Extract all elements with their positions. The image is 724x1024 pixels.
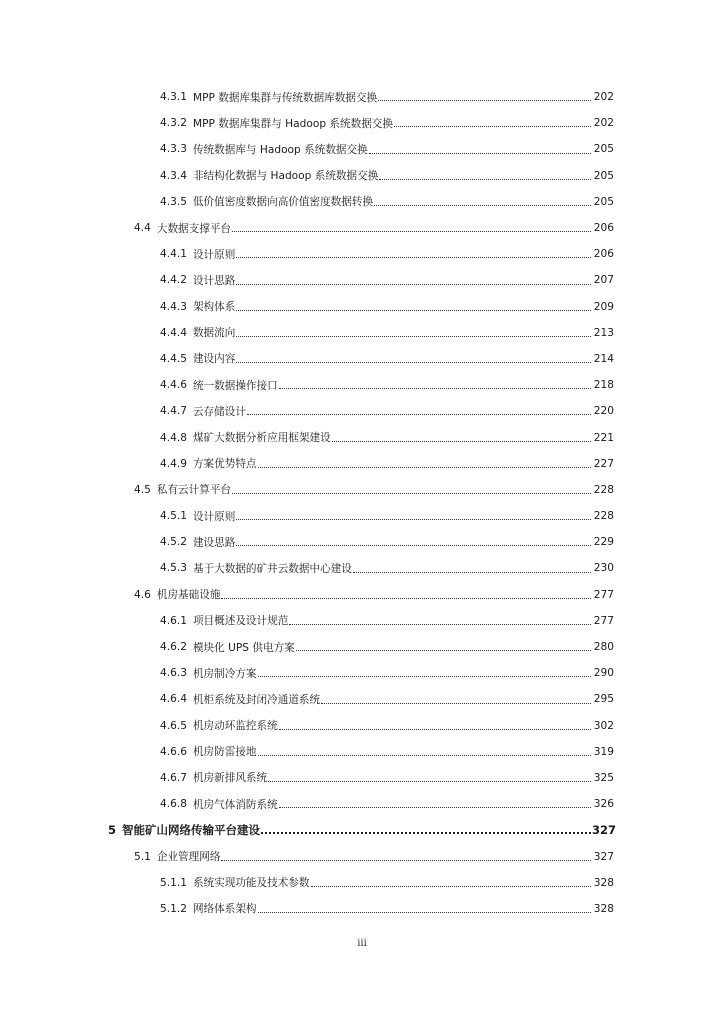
toc-entry-number: 5.1.2	[160, 902, 187, 915]
toc-entry-number: 4.6.1	[160, 614, 187, 627]
toc-dot-leader	[353, 571, 591, 573]
toc-entry-page: 205	[593, 169, 614, 182]
toc-entry[interactable]	[0, 110, 724, 136]
toc-entry-page: 206	[593, 222, 614, 235]
toc-dot-leader	[236, 544, 591, 546]
toc-entry-title: 建设思路	[192, 536, 236, 549]
toc-entry-page: 207	[593, 274, 614, 287]
toc-entry-title: 统一数据操作接口	[192, 379, 278, 392]
toc-entry-number: 4.6.3	[160, 667, 187, 680]
toc-entry[interactable]	[0, 555, 724, 581]
toc-entry[interactable]	[0, 424, 724, 450]
toc-entry-title: 建设内容	[192, 353, 236, 366]
toc-entry[interactable]	[0, 372, 724, 398]
toc-dot-leader	[236, 361, 591, 363]
toc-entry-page: 220	[593, 405, 614, 418]
toc-entry-title: 系统实现功能及技术参数	[192, 877, 310, 890]
toc-entry[interactable]	[0, 713, 724, 739]
toc-entry-number: 4.4.3	[160, 300, 187, 313]
toc-dot-leader	[378, 99, 591, 101]
toc-dot-leader	[268, 780, 591, 782]
toc-entry-page: 290	[593, 667, 614, 680]
toc-entry-page: 205	[593, 195, 614, 208]
toc-entry-title: 基于大数据的矿井云数据中心建设	[192, 562, 352, 575]
toc-entry-title: MPP 数据库集群与 Hadoop 系统数据交换	[192, 117, 393, 130]
toc-dot-leader	[258, 911, 591, 913]
toc-entry-title: 架构体系	[192, 301, 236, 314]
toc-dot-leader	[232, 492, 591, 494]
toc-entry-title: 机房新排风系统	[192, 772, 268, 785]
toc-dot-leader	[296, 649, 591, 651]
toc-entry[interactable]	[0, 398, 724, 424]
toc-entry[interactable]	[0, 896, 724, 922]
toc-entry-title: 方案优势特点	[192, 458, 257, 471]
toc-entry-page: 221	[593, 431, 614, 444]
page-number: iii	[357, 938, 367, 949]
toc-entry-title: 机房基础设施	[156, 589, 221, 602]
toc-entry[interactable]	[0, 346, 724, 372]
toc-entry-page: 328	[593, 902, 614, 915]
toc-entry-title: 机柜系统及封闭冷通道系统	[192, 693, 321, 706]
toc-entry-page: 205	[593, 143, 614, 156]
toc-entry-title: 大数据支撑平台	[156, 222, 232, 235]
toc-entry[interactable]	[0, 660, 724, 686]
toc-entry-number: 4.3.3	[160, 143, 187, 156]
toc-entry-page: 302	[593, 719, 614, 732]
toc-dot-leader	[236, 256, 591, 258]
toc-entry-title: 私有云计算平台	[156, 484, 232, 497]
toc-entry[interactable]	[0, 870, 724, 896]
toc-dot-leader	[332, 440, 591, 442]
toc-entry-title: 设计原则	[192, 248, 236, 261]
toc-entry-title: 煤矿大数据分析应用框架建设	[192, 432, 331, 445]
toc-entry[interactable]	[0, 136, 724, 162]
toc-dot-leader	[232, 230, 591, 232]
toc-entry-page: 277	[593, 588, 614, 601]
toc-entry[interactable]	[0, 608, 724, 634]
toc-entry-page: 326	[593, 798, 614, 811]
toc-entry-title: 模块化 UPS 供电方案	[192, 641, 295, 654]
toc-entry-number: 4.5.1	[160, 510, 187, 523]
toc-dot-leader	[289, 623, 591, 625]
toc-dot-leader	[311, 885, 592, 887]
toc-entry[interactable]	[0, 791, 724, 817]
toc-dot-leader	[236, 283, 591, 285]
toc-entry[interactable]	[0, 451, 724, 477]
toc-entry-number: 5	[108, 823, 117, 838]
toc-entry-number: 4.6.5	[160, 719, 187, 732]
toc-entry-number: 4.4.6	[160, 379, 187, 392]
toc-entry-number: 4.4.8	[160, 431, 187, 444]
toc-entry-page: 327	[592, 823, 617, 838]
toc-entry[interactable]	[0, 634, 724, 660]
toc-entry-number: 4.4	[134, 222, 151, 235]
toc-entry-title: 机房制冷方案	[192, 667, 257, 680]
toc-entry-page: 228	[593, 483, 614, 496]
toc-entry-page: 327	[593, 850, 614, 863]
toc-entry-title: 网络体系架构	[192, 903, 257, 916]
toc-entry-title: MPP 数据库集群与传统数据库数据交换	[192, 91, 378, 104]
toc-entry-title: 机房防雷接地	[192, 746, 257, 759]
toc-entry-title: 传统数据库与 Hadoop 系统数据交换	[192, 143, 368, 156]
toc-entry-title: 非结构化数据与 Hadoop 系统数据交换	[192, 170, 379, 183]
toc-entry-page: 319	[593, 745, 614, 758]
toc-entry[interactable]	[0, 503, 724, 529]
toc-entry-number: 4.4.2	[160, 274, 187, 287]
toc-dot-leader	[258, 466, 591, 468]
toc-entry-number: 4.6.8	[160, 798, 187, 811]
toc-entry[interactable]	[0, 686, 724, 712]
toc-entry[interactable]	[0, 267, 724, 293]
toc-entry-title: 设计思路	[192, 274, 236, 287]
toc-dot-leader	[236, 335, 591, 337]
toc-dot-leader	[258, 675, 591, 677]
toc-dot-leader	[279, 387, 591, 389]
toc-dot-leader	[261, 831, 591, 834]
toc-dot-leader	[394, 125, 591, 127]
toc-entry-title: 项目概述及设计规范	[192, 615, 289, 628]
toc-entry-number: 4.5.2	[160, 536, 187, 549]
toc-entry-number: 4.3.1	[160, 91, 187, 104]
toc-entry-number: 4.5	[134, 483, 151, 496]
toc-entry-page: 214	[593, 352, 614, 365]
toc-entry[interactable]	[0, 477, 724, 503]
toc-entry-page: 295	[593, 693, 614, 706]
toc-entry-title: 机房气体消防系统	[192, 798, 278, 811]
toc-entry-page: 230	[593, 562, 614, 575]
toc-entry[interactable]	[0, 320, 724, 346]
toc-entry-number: 4.4.1	[160, 248, 187, 261]
table-of-contents	[0, 84, 724, 922]
toc-entry[interactable]	[0, 241, 724, 267]
toc-entry-number: 4.3.4	[160, 169, 187, 182]
toc-entry-page: 202	[593, 117, 614, 130]
toc-entry[interactable]	[0, 843, 724, 869]
toc-entry-number: 4.6.7	[160, 771, 187, 784]
toc-dot-leader	[221, 597, 591, 599]
toc-entry-number: 4.6.6	[160, 745, 187, 758]
toc-entry-number: 5.1.1	[160, 876, 187, 889]
toc-entry-title: 低价值密度数据向高价值密度数据转换	[192, 196, 374, 209]
toc-entry-title: 机房动环监控系统	[192, 720, 278, 733]
toc-entry-page: 227	[593, 457, 614, 470]
toc-entry-page: 202	[593, 91, 614, 104]
toc-entry-page: 229	[593, 536, 614, 549]
toc-entry-number: 4.4.7	[160, 405, 187, 418]
toc-entry[interactable]	[0, 163, 724, 189]
toc-entry-page: 206	[593, 248, 614, 261]
toc-dot-leader	[369, 152, 591, 154]
toc-entry-page: 218	[593, 379, 614, 392]
toc-entry[interactable]	[0, 294, 724, 320]
toc-dot-leader	[379, 178, 591, 180]
toc-entry-page: 328	[593, 876, 614, 889]
toc-entry[interactable]	[0, 189, 724, 215]
toc-entry-page: 280	[593, 641, 614, 654]
toc-entry-page: 325	[593, 771, 614, 784]
toc-entry-number: 4.4.9	[160, 457, 187, 470]
toc-dot-leader	[279, 806, 591, 808]
toc-entry-page: 213	[593, 326, 614, 339]
toc-entry[interactable]	[0, 739, 724, 765]
toc-entry-title: 云存储设计	[192, 405, 246, 418]
toc-entry-page: 209	[593, 300, 614, 313]
toc-entry-number: 4.4.5	[160, 352, 187, 365]
toc-entry-title: 数据流向	[192, 327, 236, 340]
toc-entry-number: 4.6.2	[160, 641, 187, 654]
toc-entry-number: 4.6	[134, 588, 151, 601]
toc-dot-leader	[236, 518, 591, 520]
toc-dot-leader	[279, 728, 591, 730]
toc-entry-title: 企业管理网络	[156, 851, 221, 864]
toc-dot-leader	[221, 859, 591, 861]
toc-entry[interactable]	[0, 817, 724, 843]
toc-entry-number: 4.5.3	[160, 562, 187, 575]
toc-entry-number: 4.3.2	[160, 117, 187, 130]
toc-entry-page: 228	[593, 510, 614, 523]
toc-entry-number: 5.1	[134, 850, 151, 863]
toc-entry-number: 4.3.5	[160, 195, 187, 208]
toc-entry-number: 4.6.4	[160, 693, 187, 706]
toc-entry-number: 4.4.4	[160, 326, 187, 339]
toc-entry[interactable]	[0, 529, 724, 555]
toc-entry[interactable]	[0, 582, 724, 608]
toc-entry-page: 277	[593, 614, 614, 627]
toc-dot-leader	[321, 702, 591, 704]
toc-dot-leader	[374, 204, 591, 206]
toc-dot-leader	[258, 754, 591, 756]
toc-dot-leader	[247, 413, 591, 415]
toc-entry-title: 智能矿山网络传输平台建设	[122, 823, 261, 838]
toc-entry-title: 设计原则	[192, 510, 236, 523]
toc-entry[interactable]	[0, 215, 724, 241]
toc-dot-leader	[236, 309, 591, 311]
toc-entry[interactable]	[0, 765, 724, 791]
toc-entry[interactable]	[0, 84, 724, 110]
